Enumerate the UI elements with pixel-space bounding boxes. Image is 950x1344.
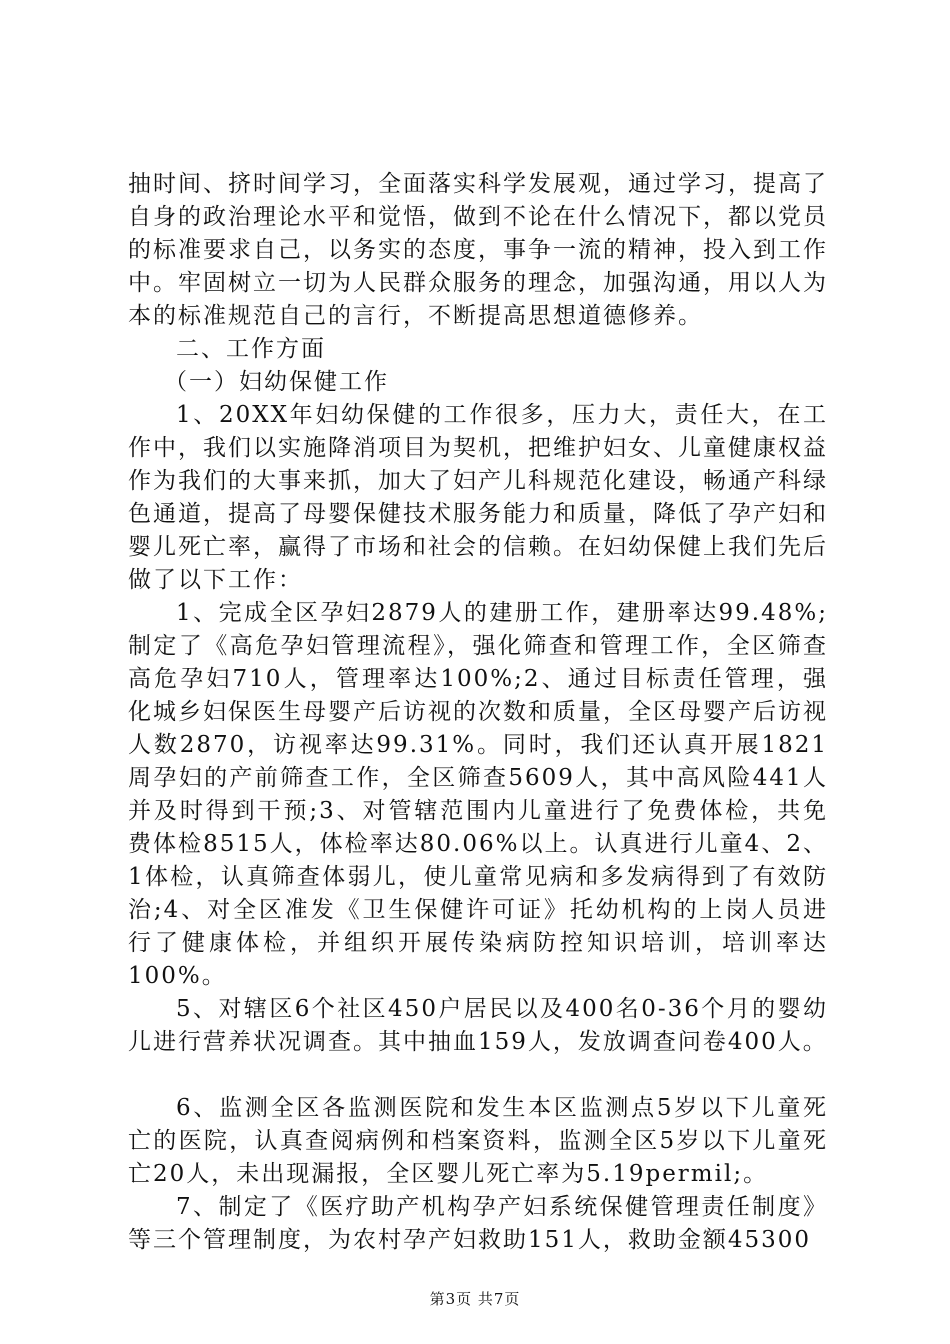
- paragraph-item-7: 7、制定了《医疗助产机构孕产妇系统保健管理责任制度》等三个管理制度，为农村孕产妇救助151人，救助金额45300: [128, 1194, 828, 1253]
- paragraph-item-6: 6、监测全区各监测医院和发生本区监测点5岁以下儿童死亡的医院，认真查阅病例和档案资料，监测全区5岁以下儿童死亡20人，未出现漏报，全区婴儿死亡率为5.19permil;。: [128, 1095, 828, 1187]
- paragraph-gap: [128, 1059, 828, 1092]
- document-body: [128, 168, 828, 1257]
- subsection-heading-maternal-child-health: （一）妇幼保健工作: [164, 369, 389, 395]
- paragraph-study: 抽时间、挤时间学习，全面落实科学发展观，通过学习，提高了自身的政治理论水平和觉悟，做到不论在什么情况下，都以党员的标准要求自己，以务实的态度，事争一流的精神，投入到工作中。牢固树立一切为人民群众服务的理念，加强沟通，用以人为本的标准规范自己的言行，不断提高思想道德修养。: [128, 171, 828, 329]
- paragraph-item-5: 5、对辖区6个社区450户居民以及400名0-36个月的婴幼儿进行营养状况调查。其中抽血159人，发放调查问卷400人。: [128, 996, 828, 1055]
- paragraph-overview: 1、20XX年妇幼保健的工作很多，压力大，责任大，在工作中，我们以实施降消项目为契机，把维护妇女、儿童健康权益作为我们的大事来抓，加大了妇产儿科规范化建设，畅通产科绿色通道，提高了母婴保健技术服务能力和质量，降低了孕产妇和婴儿死亡率，赢得了市场和社会的信赖。在妇幼保健上我们先后做了以下工作：: [128, 402, 828, 593]
- page-footer: 第3页 共7页: [429, 1290, 521, 1308]
- section-heading-work: 二、工作方面: [176, 336, 326, 362]
- paragraph-item-1-4: 1、完成全区孕妇2879人的建册工作，建册率达99.48%;制定了《高危孕妇管理流程》，强化筛查和管理工作，全区筛查高危孕妇710人，管理率达100%;2、通过目标责任管理，强化城乡妇保医生母婴产后访视的次数和质量，全区母婴产后访视人数2870，访视率达99.31%。同时，我们还认真开展1821周孕妇的产前筛查工作，全区筛查5609人，其中高风险441人并及时得到干预;3、对管辖范围内儿童进行了免费体检，共免费体检8515人，体检率达80.06%以上。认真进行儿童4、2、1体检，认真筛查体弱儿，使儿童常见病和多发病得到了有效防治;4、对全区准发《卫生保健许可证》托幼机构的上岗人员进行了健康体检，并组织开展传染病防控知识培训，培训率达100%。: [128, 600, 828, 989]
